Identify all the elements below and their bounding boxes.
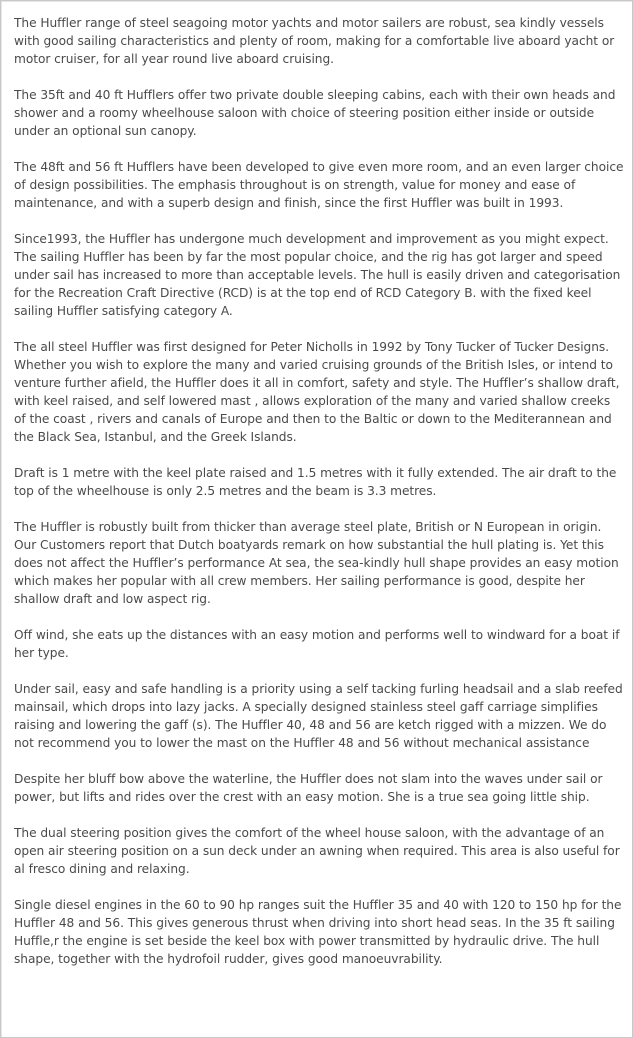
paragraph-handling: Under sail, easy and safe handling is a priority using a self tacking furling headsail and a slab reefed mainsail, which drops into lazy jacks. A specially designed stainless steel gaff carriage simplifies raising and lowering the gaff (s). The Huffler 40, 48 and 56 are ketch rigged with a mizzen. We do not recommend you to lower the mast on the Huffler 48 and 56 without mechanical assistance [14, 682, 623, 750]
paragraph-bow: Despite her bluff bow above the waterline, the Huffler does not slam into the waves under sail or power, but lifts and rides over the crest with an easy motion. She is a true sea going little ship. [14, 772, 603, 804]
paragraph-off-wind: Off wind, she eats up the distances with an easy motion and performs well to windward for a boat if her type. [14, 628, 620, 660]
paragraph-48-56-ft: The 48ft and 56 ft Hufflers have been developed to give even more room, and an even larger choice of design possibilities. The emphasis throughout is on strength, value for money and ease of maintenance, and with a superb design and finish, since the first Huffler was built in 1993. [14, 160, 624, 210]
paragraph-intro: The Huffler range of steel seagoing motor yachts and motor sailers are robust, sea kindly vessels with good sailing characteristics and plenty of room, making for a comfortable live aboard yacht or motor cruiser, for all year round live aboard cruising. [14, 16, 615, 66]
paragraph-history: The all steel Huffler was first designed for Peter Nicholls in 1992 by Tony Tucker of Tucker Designs. Whether you wish to explore the many and varied cruising grounds of the British Isles, or intend to venture further afield, the Huffler does it all in comfort, safety and style. The Huffler’s shallow draft, with keel raised, and self lowered mast , allows exploration of the many and varied shallow creeks of the coast , rivers and canals of Europe and then to the Baltic or down to the Mediterannean and the Black Sea, Istanbul, and the Greek Islands. [14, 340, 620, 444]
paragraph-construction: The Huffler is robustly built from thicker than average steel plate, British or N European in origin. Our Customers report that Dutch boatyards remark on how substantial the hull plating is. Yet this does not affect the Huffler’s performance At sea, the sea-kindly hull shape provides an easy motion which makes her popular with all crew members. Her sailing performance is good, despite her shallow draft and low aspect rig. [14, 520, 619, 606]
article-body [14, 14, 624, 986]
paragraph-development: Since1993, the Huffler has undergone much development and improvement as you might expect. The sailing Huffler has been by far the most popular choice, and the rig has got larger and speed under sail has increased to more than acceptable levels. The hull is easily driven and categorisation for the Recreation Craft Directive (RCD) is at the top end of RCD Category B. with the fixed keel sailing Huffler satisfying category A. [14, 232, 621, 318]
paragraph-engines: Single diesel engines in the 60 to 90 hp ranges suit the Huffler 35 and 40 with 120 to 150 hp for the Huffler 48 and 56. This gives generous thrust when driving into short head seas. In the 35 ft sailing Huffle,r the engine is set beside the keel box with power transmitted by hydraulic drive. The hull shape, together with the hydrofoil rudder, gives good manoeuvrability. [14, 898, 622, 966]
paragraph-steering: The dual steering position gives the comfort of the wheel house saloon, with the advantage of an open air steering position on a sun deck under an awning when required. This area is also useful for al fresco dining and relaxing. [14, 826, 620, 876]
paragraph-35-40-ft: The 35ft and 40 ft Hufflers offer two private double sleeping cabins, each with their own heads and shower and a roomy wheelhouse saloon with choice of steering position either inside or outside under an optional sun canopy. [14, 88, 616, 138]
paragraph-draft: Draft is 1 metre with the keel plate raised and 1.5 metres with it fully extended. The air draft to the top of the wheelhouse is only 2.5 metres and the beam is 3.3 metres. [14, 466, 617, 498]
